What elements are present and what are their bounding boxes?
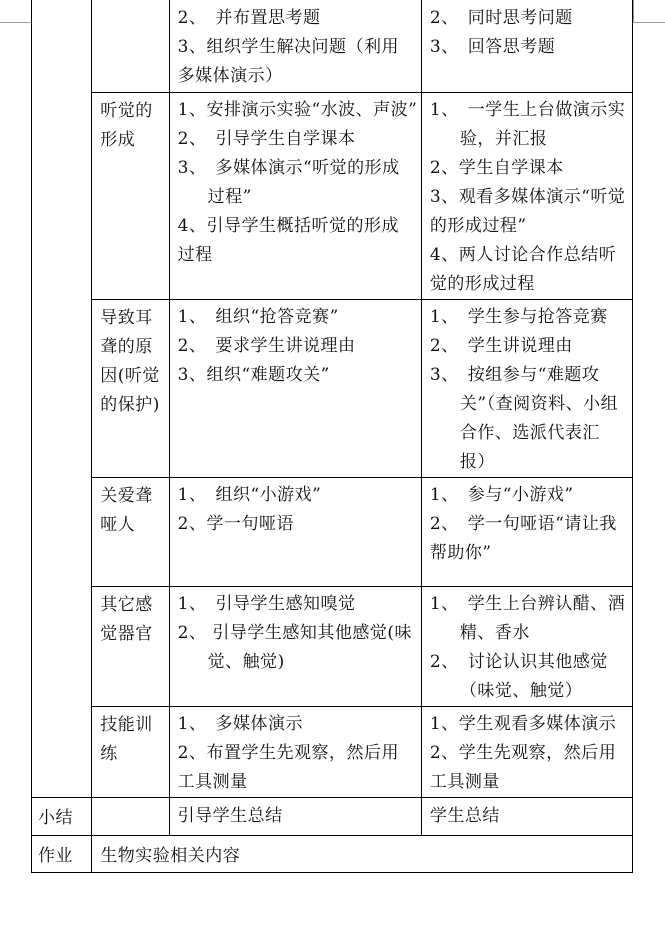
teacher-activity-cell bbox=[169, 477, 421, 586]
teacher-activity-cell bbox=[169, 299, 421, 477]
teacher-step: 2、布置学生先观察，然后用工具测量 bbox=[177, 742, 399, 792]
student-activity-cell bbox=[421, 477, 632, 586]
student-activity-cell bbox=[421, 92, 632, 299]
homework-content: 生物实验相关内容 bbox=[92, 835, 633, 872]
table-row bbox=[32, 299, 633, 477]
student-step: 2、学生自学课本 bbox=[429, 157, 564, 178]
student-step: 1、 一学生上台做演示实验，并汇报 bbox=[429, 99, 626, 149]
student-step: 3、 按组参与“难题攻关”（查阅资料、小组合作、选派代表汇报） bbox=[429, 364, 619, 472]
student-step: 3、 回答思考题 bbox=[429, 37, 556, 57]
teacher-activity-cell bbox=[169, 586, 421, 706]
section-cell bbox=[32, 0, 92, 797]
summary-label: 小结 bbox=[32, 797, 92, 835]
student-step: 1、学生观看多媒体演示 bbox=[429, 713, 617, 734]
topic-cell: 技能训练 bbox=[92, 706, 169, 797]
homework-row bbox=[32, 835, 633, 872]
topic-cell bbox=[92, 0, 169, 92]
table-row bbox=[32, 92, 633, 299]
summary-row bbox=[32, 797, 633, 835]
teacher-step: 2、 并布置思考题 bbox=[177, 8, 321, 28]
teacher-step: 2、 要求学生讲说理由 bbox=[177, 335, 356, 356]
student-step: 2、 同时思考问题 bbox=[429, 8, 573, 28]
student-activity-cell bbox=[421, 0, 632, 92]
student-step: 1、 参与“小游戏” bbox=[429, 484, 574, 505]
crop-mark bbox=[0, 22, 31, 23]
table-row bbox=[32, 706, 633, 797]
teacher-step: 3、组织“难题攻关” bbox=[177, 364, 330, 385]
summary-student-cell: 学生总结 bbox=[421, 797, 632, 835]
table-row bbox=[32, 477, 633, 586]
lesson-plan-table bbox=[31, 0, 633, 873]
teacher-step: 2、 引导学生感知其他感觉(味觉、触觉) bbox=[177, 622, 413, 672]
crop-mark bbox=[633, 22, 665, 23]
teacher-step: 3、 多媒体演示“听觉的形成过程” bbox=[177, 157, 400, 207]
student-step: 2、学生先观察，然后用工具测量 bbox=[429, 742, 617, 792]
crop-mark bbox=[633, 0, 634, 22]
teacher-step: 4、引导学生概括听觉的形成过程 bbox=[177, 215, 399, 265]
teacher-step: 1、 组织“小游戏” bbox=[177, 484, 322, 505]
teacher-activity-cell bbox=[169, 0, 421, 92]
table-row bbox=[32, 586, 633, 706]
teacher-step: 3、组织学生解决问题（利用多媒体演示） bbox=[177, 37, 399, 86]
teacher-step: 1、 引导学生感知嗅觉 bbox=[177, 593, 356, 614]
teacher-step: 1、 多媒体演示 bbox=[177, 713, 303, 734]
student-step: 4、两人讨论合作总结听觉的形成过程 bbox=[429, 244, 617, 294]
teacher-activity-cell bbox=[169, 706, 421, 797]
student-step: 1、 学生上台辨认醋、酒精、香水 bbox=[429, 593, 626, 643]
table-row bbox=[32, 0, 633, 92]
teacher-step: 1、 组织“抢答竞赛” bbox=[177, 306, 339, 327]
summary-empty-cell bbox=[92, 797, 169, 835]
homework-label: 作业 bbox=[32, 835, 92, 872]
student-activity-cell bbox=[421, 706, 632, 797]
student-step: 2、 讨论认识其他感觉（味觉、触觉） bbox=[429, 651, 608, 701]
topic-cell: 关爱聋哑人 bbox=[92, 477, 169, 586]
topic-cell: 听觉的形成 bbox=[92, 92, 169, 299]
summary-teacher-cell: 引导学生总结 bbox=[169, 797, 421, 835]
topic-cell: 导致耳聋的原因(听觉的保护) bbox=[92, 299, 169, 477]
student-activity-cell bbox=[421, 299, 632, 477]
student-step: 2、 学生讲说理由 bbox=[429, 335, 573, 356]
topic-cell: 其它感觉器官 bbox=[92, 586, 169, 706]
student-step: 3、观看多媒体演示“听觉的形成过程” bbox=[429, 186, 626, 236]
student-activity-cell bbox=[421, 586, 632, 706]
teacher-step: 2、 引导学生自学课本 bbox=[177, 128, 356, 149]
student-step: 1、 学生参与抢答竞赛 bbox=[429, 306, 608, 327]
teacher-step: 2、学一句哑语 bbox=[177, 513, 294, 534]
student-step: 2、 学一句哑语“请让我帮助你” bbox=[429, 513, 617, 563]
teacher-activity-cell bbox=[169, 92, 421, 299]
teacher-step: 1、安排演示实验“水波、声波” bbox=[177, 99, 418, 120]
